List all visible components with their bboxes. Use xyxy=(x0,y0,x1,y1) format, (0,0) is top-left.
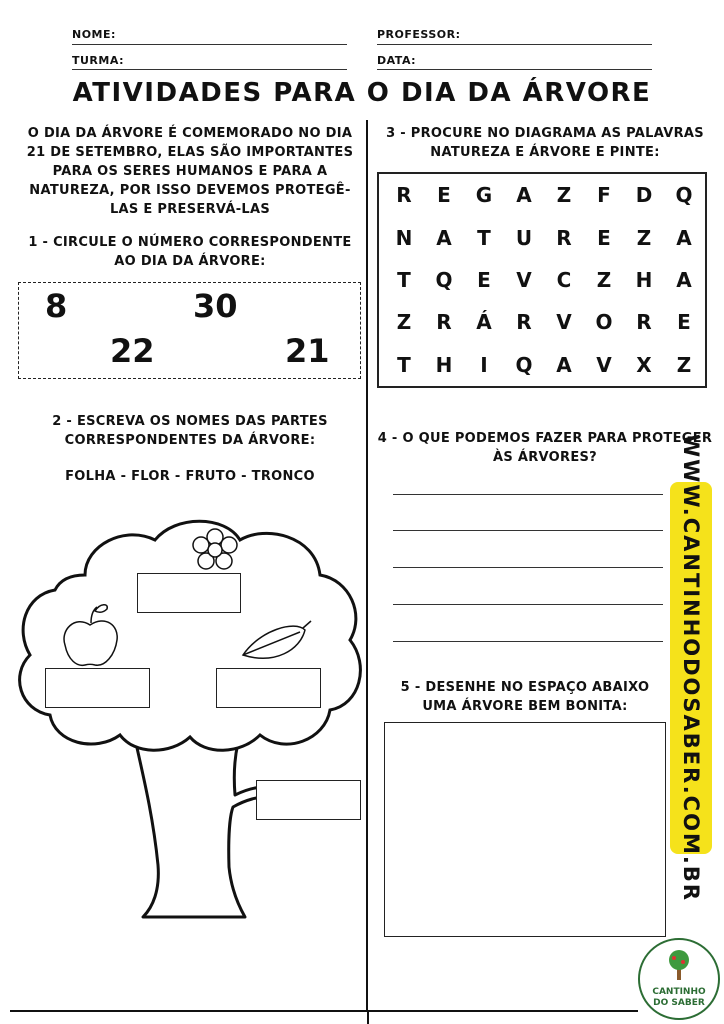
grid-letter[interactable]: E xyxy=(477,267,491,292)
grid-letter[interactable]: R xyxy=(556,225,572,250)
grid-row xyxy=(379,174,705,216)
grid-letter[interactable]: V xyxy=(516,267,532,292)
word-search-grid xyxy=(377,172,707,388)
trunk-label-box[interactable] xyxy=(256,780,361,820)
teacher-field[interactable] xyxy=(377,44,652,45)
number-option-8[interactable]: 8 xyxy=(45,287,68,325)
number-option-21[interactable]: 21 xyxy=(285,332,330,370)
grid-letter[interactable]: R xyxy=(396,183,412,208)
question-5 xyxy=(380,678,670,716)
tree-trunk xyxy=(133,727,265,917)
grid-letter[interactable]: R xyxy=(636,310,652,335)
intro-line: PARA OS SERES HUMANOS E PARA A xyxy=(52,164,328,179)
grid-letter[interactable]: E xyxy=(597,225,611,250)
grid-letter[interactable]: D xyxy=(635,183,653,208)
grid-letter[interactable]: F xyxy=(597,183,611,208)
intro-line: LAS E PRESERVÁ-LAS xyxy=(109,202,271,217)
grid-row xyxy=(379,259,705,301)
column-divider-tail xyxy=(367,1010,369,1024)
intro-line: 21 DE SETEMBRO, ELAS SÃO IMPORTANTES xyxy=(26,145,354,160)
grid-letter[interactable]: A xyxy=(676,267,692,292)
answer-line[interactable] xyxy=(393,641,663,642)
grid-letter[interactable]: E xyxy=(677,310,691,335)
grid-row xyxy=(379,301,705,343)
flower-label-box[interactable] xyxy=(137,573,241,613)
grid-letter[interactable]: N xyxy=(395,225,413,250)
question-4-line: ÀS ÁRVORES? xyxy=(493,450,597,465)
grid-letter[interactable]: H xyxy=(635,267,653,292)
grid-row xyxy=(379,216,705,258)
question-5-line: 5 - DESENHE NO ESPAÇO ABAIXO xyxy=(400,680,650,695)
grid-letter[interactable]: R xyxy=(436,310,452,335)
grid-letter[interactable]: E xyxy=(437,183,451,208)
grid-letter[interactable]: A xyxy=(436,225,452,250)
grid-letter[interactable]: Z xyxy=(676,352,692,377)
grid-letter[interactable]: Á xyxy=(476,310,492,335)
question-2 xyxy=(20,412,360,450)
question-3-line: NATUREZA E ÁRVORE E PINTE: xyxy=(430,145,660,160)
grid-letter[interactable]: R xyxy=(516,310,532,335)
grid-letter[interactable]: I xyxy=(480,352,488,377)
question-5-line: UMA ÁRVORE BEM BONITA: xyxy=(422,699,628,714)
logo-line-2: DO SABER xyxy=(653,998,705,1008)
intro-line: NATUREZA, POR ISSO DEVEMOS PROTEGÊ- xyxy=(29,183,351,198)
grid-letter[interactable]: C xyxy=(556,267,572,292)
question-4-line: 4 - O QUE PODEMOS FAZER PARA PROTEGER xyxy=(377,431,713,446)
grid-letter[interactable]: A xyxy=(676,225,692,250)
grid-letter[interactable]: O xyxy=(595,310,613,335)
fruit-label-box[interactable] xyxy=(45,668,150,708)
grid-letter[interactable]: Z xyxy=(636,225,652,250)
tree-logo-icon xyxy=(664,948,694,982)
grid-letter[interactable]: T xyxy=(397,352,411,377)
number-option-30[interactable]: 30 xyxy=(193,287,238,325)
number-option-22[interactable]: 22 xyxy=(110,332,155,370)
question-3-line: 3 - PROCURE NO DIAGRAMA AS PALAVRAS xyxy=(386,126,704,141)
answer-line[interactable] xyxy=(393,530,663,531)
answer-line[interactable] xyxy=(393,567,663,568)
drawing-area[interactable] xyxy=(384,722,666,937)
name-field[interactable] xyxy=(72,44,347,45)
intro-line: O DIA DA ÁRVORE É COMEMORADO NO DIA xyxy=(27,126,353,141)
question-1-line: 1 - CIRCULE O NÚMERO CORRESPONDENTE xyxy=(28,235,352,250)
grid-letter[interactable]: A xyxy=(556,352,572,377)
intro-text xyxy=(20,124,360,219)
grid-row xyxy=(379,344,705,386)
website-url: WWW.CANTINHODOSABER.COM.BR xyxy=(679,433,703,903)
question-1-line: AO DIA DA ÁRVORE: xyxy=(114,254,266,269)
grid-letter[interactable]: A xyxy=(516,183,532,208)
brand-logo xyxy=(638,938,720,1020)
leaf-label-box[interactable] xyxy=(216,668,321,708)
word-options: FOLHA - FLOR - FRUTO - TRONCO xyxy=(65,469,315,484)
grid-letter[interactable]: Z xyxy=(596,267,612,292)
logo-line-1: CANTINHO xyxy=(652,987,706,997)
class-field[interactable] xyxy=(72,69,347,70)
grid-letter[interactable]: V xyxy=(596,352,612,377)
class-label: TURMA: xyxy=(72,54,124,67)
grid-letter[interactable]: Z xyxy=(396,310,412,335)
page-title: ATIVIDADES PARA O DIA DA ÁRVORE xyxy=(72,78,652,108)
answer-line[interactable] xyxy=(393,494,663,495)
answer-line[interactable] xyxy=(393,604,663,605)
teacher-label: PROFESSOR: xyxy=(377,28,461,41)
grid-letter[interactable]: U xyxy=(515,225,533,250)
question-3 xyxy=(375,124,715,162)
bottom-frame-line xyxy=(368,1010,638,1012)
grid-letter[interactable]: T xyxy=(397,267,411,292)
grid-letter[interactable]: H xyxy=(435,352,453,377)
grid-letter[interactable]: T xyxy=(477,225,491,250)
question-2-line: 2 - ESCREVA OS NOMES DAS PARTES xyxy=(52,414,328,429)
grid-letter[interactable]: Q xyxy=(675,183,693,208)
grid-letter[interactable]: V xyxy=(556,310,572,335)
question-1 xyxy=(20,233,360,271)
grid-letter[interactable]: Z xyxy=(556,183,572,208)
grid-letter[interactable]: G xyxy=(475,183,493,208)
date-label: DATA: xyxy=(377,54,417,67)
name-label: NOME: xyxy=(72,28,116,41)
date-field[interactable] xyxy=(377,69,652,70)
question-2-line: CORRESPONDENTES DA ÁRVORE: xyxy=(64,433,316,448)
question-4 xyxy=(372,429,718,467)
grid-letter[interactable]: X xyxy=(636,352,652,377)
grid-letter[interactable]: Q xyxy=(435,267,453,292)
grid-letter[interactable]: Q xyxy=(515,352,533,377)
